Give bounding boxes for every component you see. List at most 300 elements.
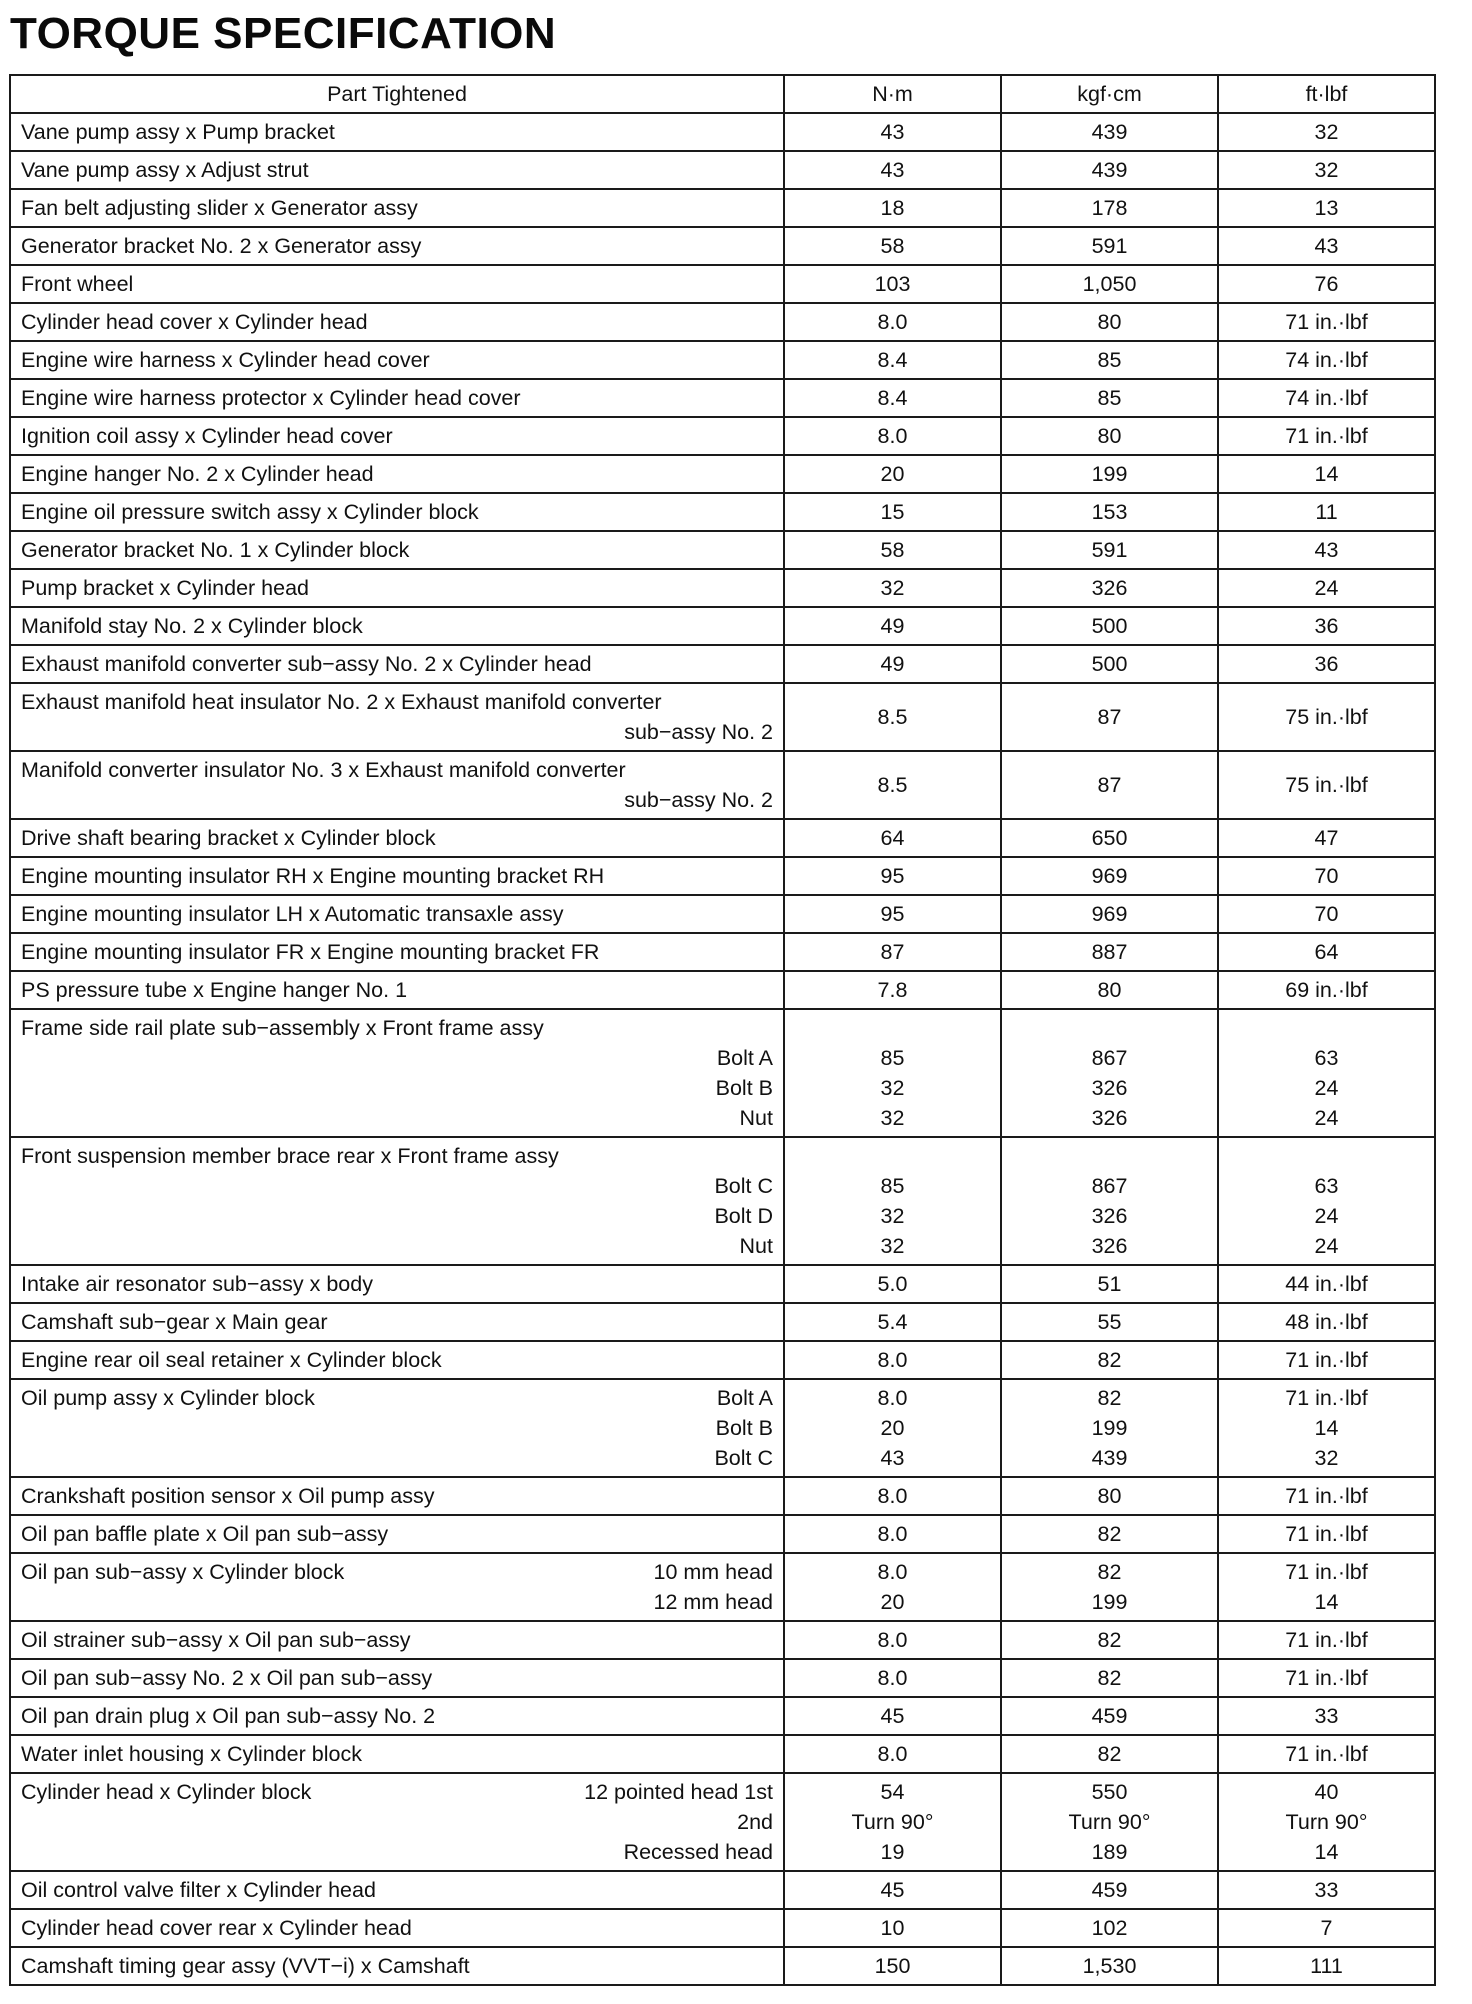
value-ftlbf-cell bbox=[1218, 1477, 1435, 1515]
value-kgfcm: 650 bbox=[1091, 826, 1128, 850]
value-nm: 43 bbox=[880, 1446, 905, 1470]
value-nm-cell bbox=[784, 1477, 1001, 1515]
value-nm: 8.5 bbox=[877, 705, 908, 729]
value-nm: 64 bbox=[880, 826, 905, 850]
value-kgfcm: 326 bbox=[1091, 1076, 1128, 1100]
part-name: Cylinder head cover x Cylinder head bbox=[21, 310, 368, 334]
table-row bbox=[10, 417, 1435, 455]
value-kgfcm-cell bbox=[1001, 645, 1218, 683]
part-line bbox=[21, 1383, 773, 1413]
part-cell bbox=[10, 569, 784, 607]
value-nm: 15 bbox=[880, 500, 905, 524]
value-nm-cell bbox=[784, 1553, 1001, 1621]
table-row bbox=[10, 1947, 1435, 1985]
value-nm: 8.0 bbox=[877, 1348, 908, 1372]
value-kgfcm-cell bbox=[1001, 417, 1218, 455]
value-ftlbf-cell bbox=[1218, 531, 1435, 569]
value-ftlbf-cell bbox=[1218, 265, 1435, 303]
part-qualifier: 2nd bbox=[737, 1810, 773, 1834]
value-kgfcm: 153 bbox=[1091, 500, 1128, 524]
value-nm-cell bbox=[784, 1621, 1001, 1659]
value-kgfcm: 85 bbox=[1097, 348, 1122, 372]
header-nm: N·m bbox=[784, 75, 1001, 113]
value-ftlbf-cell bbox=[1218, 751, 1435, 819]
value-kgfcm: 82 bbox=[1097, 1628, 1122, 1652]
part-cell bbox=[10, 933, 784, 971]
table-row bbox=[10, 1341, 1435, 1379]
table-row bbox=[10, 645, 1435, 683]
value-nm: Turn 90° bbox=[851, 1810, 934, 1834]
value-ftlbf-cell bbox=[1218, 303, 1435, 341]
value-ftlbf: 44 in.·lbf bbox=[1285, 1272, 1368, 1296]
part-cell bbox=[10, 895, 784, 933]
value-kgfcm: 87 bbox=[1097, 773, 1122, 797]
value-kgfcm-cell bbox=[1001, 895, 1218, 933]
value-nm-cell bbox=[784, 417, 1001, 455]
value-nm-cell bbox=[784, 1697, 1001, 1735]
value-nm: 58 bbox=[880, 538, 905, 562]
value-nm-cell bbox=[784, 645, 1001, 683]
value-kgfcm: 439 bbox=[1091, 120, 1128, 144]
value-nm: 8.0 bbox=[877, 310, 908, 334]
value-kgfcm: 969 bbox=[1091, 864, 1128, 888]
value-ftlbf: 11 bbox=[1315, 500, 1338, 524]
part-name: Oil strainer sub−assy x Oil pan sub−assy bbox=[21, 1628, 411, 1652]
table-row bbox=[10, 379, 1435, 417]
value-nm: 8.4 bbox=[877, 348, 908, 372]
part-name: Intake air resonator sub−assy x body bbox=[21, 1272, 373, 1296]
part-cell bbox=[10, 1697, 784, 1735]
part-cell bbox=[10, 751, 784, 819]
value-nm-cell bbox=[784, 1303, 1001, 1341]
part-name: Frame side rail plate sub−assembly x Front frame assy bbox=[21, 1016, 544, 1040]
value-kgfcm: 591 bbox=[1091, 538, 1128, 562]
value-nm: 103 bbox=[874, 272, 911, 296]
table-header-row bbox=[10, 75, 1435, 113]
part-cell bbox=[10, 1773, 784, 1871]
table-row bbox=[10, 227, 1435, 265]
table-row bbox=[10, 1265, 1435, 1303]
part-cell bbox=[10, 531, 784, 569]
value-ftlbf: 33 bbox=[1314, 1704, 1339, 1728]
part-name: Drive shaft bearing bracket x Cylinder block bbox=[21, 826, 436, 850]
value-nm: 8.0 bbox=[877, 1386, 908, 1410]
value-kgfcm: 199 bbox=[1091, 1416, 1128, 1440]
value-nm-cell bbox=[784, 1947, 1001, 1985]
value-nm-cell bbox=[784, 341, 1001, 379]
value-kgfcm: 550 bbox=[1091, 1780, 1128, 1804]
part-cell bbox=[10, 493, 784, 531]
value-nm-cell bbox=[784, 1773, 1001, 1871]
value-nm-cell bbox=[784, 379, 1001, 417]
value-ftlbf-cell bbox=[1218, 341, 1435, 379]
value-kgfcm: 1,050 bbox=[1082, 272, 1137, 296]
value-ftlbf: 24 bbox=[1314, 1076, 1339, 1100]
value-kgfcm-cell bbox=[1001, 933, 1218, 971]
value-ftlbf: 71 in.·lbf bbox=[1285, 1484, 1368, 1508]
value-ftlbf bbox=[1219, 1141, 1434, 1171]
value-nm-cell bbox=[784, 607, 1001, 645]
value-nm-cell bbox=[784, 531, 1001, 569]
value-ftlbf: 14 bbox=[1314, 1840, 1339, 1864]
value-kgfcm-cell bbox=[1001, 607, 1218, 645]
value-nm: 8.4 bbox=[877, 386, 908, 410]
value-nm: 8.5 bbox=[877, 773, 908, 797]
header-part-tightened: Part Tightened bbox=[10, 75, 784, 113]
value-kgfcm: 102 bbox=[1091, 1916, 1128, 1940]
value-ftlbf: 71 in.·lbf bbox=[1285, 1628, 1368, 1652]
table-row bbox=[10, 933, 1435, 971]
value-nm: 43 bbox=[880, 120, 905, 144]
value-nm: 32 bbox=[880, 1234, 905, 1258]
value-ftlbf-cell bbox=[1218, 113, 1435, 151]
part-name: Engine rear oil seal retainer x Cylinder block bbox=[21, 1348, 442, 1372]
part-cell bbox=[10, 971, 784, 1009]
value-nm: 32 bbox=[880, 1204, 905, 1228]
table-row bbox=[10, 151, 1435, 189]
value-nm-cell bbox=[784, 493, 1001, 531]
table-row bbox=[10, 1477, 1435, 1515]
part-name: Engine mounting insulator FR x Engine mounting bracket FR bbox=[21, 940, 600, 964]
value-kgfcm: 326 bbox=[1091, 1234, 1128, 1258]
part-cell bbox=[10, 1265, 784, 1303]
value-ftlbf-cell bbox=[1218, 151, 1435, 189]
value-ftlbf: 71 in.·lbf bbox=[1285, 310, 1368, 334]
value-kgfcm: 326 bbox=[1091, 1204, 1128, 1228]
value-ftlbf-cell bbox=[1218, 455, 1435, 493]
value-ftlbf: 71 in.·lbf bbox=[1285, 1742, 1368, 1766]
header-ftlbf: ft·lbf bbox=[1218, 75, 1435, 113]
part-name: Oil pan baffle plate x Oil pan sub−assy bbox=[21, 1522, 389, 1546]
value-kgfcm: 80 bbox=[1097, 424, 1122, 448]
value-kgfcm-cell bbox=[1001, 1659, 1218, 1697]
value-kgfcm: 887 bbox=[1091, 940, 1128, 964]
value-ftlbf: 111 bbox=[1310, 1954, 1343, 1978]
value-kgfcm-cell bbox=[1001, 569, 1218, 607]
part-qualifier: Bolt B bbox=[715, 1076, 773, 1100]
value-ftlbf-cell bbox=[1218, 1909, 1435, 1947]
value-nm: 20 bbox=[880, 462, 905, 486]
part-name: Vane pump assy x Adjust strut bbox=[21, 158, 309, 182]
table-row bbox=[10, 1871, 1435, 1909]
value-kgfcm: 82 bbox=[1097, 1386, 1122, 1410]
table-row bbox=[10, 303, 1435, 341]
value-ftlbf-cell bbox=[1218, 607, 1435, 645]
value-ftlbf-cell bbox=[1218, 569, 1435, 607]
part-cell bbox=[10, 1947, 784, 1985]
part-cell bbox=[10, 113, 784, 151]
value-ftlbf: 33 bbox=[1314, 1878, 1339, 1902]
part-cell bbox=[10, 1553, 784, 1621]
table-row bbox=[10, 1659, 1435, 1697]
part-qualifier: Bolt C bbox=[714, 1174, 773, 1198]
value-kgfcm: 326 bbox=[1091, 1106, 1128, 1130]
value-nm-cell bbox=[784, 857, 1001, 895]
value-ftlbf: 36 bbox=[1314, 652, 1339, 676]
value-ftlbf-cell bbox=[1218, 1379, 1435, 1477]
value-nm: 8.0 bbox=[877, 424, 908, 448]
table-row bbox=[10, 1515, 1435, 1553]
table-row bbox=[10, 607, 1435, 645]
value-kgfcm-cell bbox=[1001, 1341, 1218, 1379]
part-name: Front suspension member brace rear x Front frame assy bbox=[21, 1144, 559, 1168]
part-name: PS pressure tube x Engine hanger No. 1 bbox=[21, 978, 408, 1002]
value-ftlbf: 43 bbox=[1314, 538, 1339, 562]
value-kgfcm: 867 bbox=[1091, 1174, 1128, 1198]
table-row bbox=[10, 1909, 1435, 1947]
value-kgfcm: 867 bbox=[1091, 1046, 1128, 1070]
value-nm: 8.0 bbox=[877, 1560, 908, 1584]
table-row bbox=[10, 819, 1435, 857]
part-name: Generator bracket No. 2 x Generator assy bbox=[21, 234, 422, 258]
value-kgfcm-cell bbox=[1001, 113, 1218, 151]
part-name: Engine wire harness x Cylinder head cover bbox=[21, 348, 430, 372]
value-kgfcm-cell bbox=[1001, 341, 1218, 379]
part-cell bbox=[10, 1909, 784, 1947]
value-kgfcm: 189 bbox=[1091, 1840, 1128, 1864]
part-cell bbox=[10, 379, 784, 417]
value-kgfcm-cell bbox=[1001, 857, 1218, 895]
value-kgfcm-cell bbox=[1001, 227, 1218, 265]
value-kgfcm: 80 bbox=[1097, 1484, 1122, 1508]
value-ftlbf: 74 in.·lbf bbox=[1285, 386, 1368, 410]
part-name: Manifold converter insulator No. 3 x Exhaust manifold converter bbox=[21, 758, 626, 782]
part-name: Oil pan sub−assy x Cylinder block bbox=[21, 1560, 345, 1584]
value-nm-cell bbox=[784, 1137, 1001, 1265]
value-ftlbf: 69 in.·lbf bbox=[1285, 978, 1368, 1002]
value-nm-cell bbox=[784, 933, 1001, 971]
table-row bbox=[10, 1735, 1435, 1773]
part-qualifier: Nut bbox=[739, 1234, 773, 1258]
part-qualifier: 10 mm head bbox=[653, 1560, 773, 1584]
value-ftlbf-cell bbox=[1218, 1735, 1435, 1773]
value-kgfcm-cell bbox=[1001, 1553, 1218, 1621]
value-kgfcm-cell bbox=[1001, 189, 1218, 227]
value-ftlbf-cell bbox=[1218, 417, 1435, 455]
torque-spec-table bbox=[9, 74, 1436, 1986]
value-nm: 20 bbox=[880, 1416, 905, 1440]
value-kgfcm-cell bbox=[1001, 751, 1218, 819]
value-kgfcm-cell bbox=[1001, 1871, 1218, 1909]
value-ftlbf: 71 in.·lbf bbox=[1285, 1386, 1368, 1410]
value-ftlbf-cell bbox=[1218, 1659, 1435, 1697]
value-kgfcm: 459 bbox=[1091, 1704, 1128, 1728]
value-kgfcm-cell bbox=[1001, 455, 1218, 493]
value-ftlbf: 71 in.·lbf bbox=[1285, 1522, 1368, 1546]
value-nm-cell bbox=[784, 151, 1001, 189]
value-nm: 19 bbox=[880, 1840, 905, 1864]
value-nm: 49 bbox=[880, 652, 905, 676]
part-name: Oil pan sub−assy No. 2 x Oil pan sub−assy bbox=[21, 1666, 433, 1690]
value-nm: 7.8 bbox=[877, 978, 908, 1002]
value-nm-cell bbox=[784, 189, 1001, 227]
table-row bbox=[10, 493, 1435, 531]
value-ftlbf: 63 bbox=[1314, 1046, 1339, 1070]
value-ftlbf: 13 bbox=[1314, 196, 1339, 220]
table-row bbox=[10, 189, 1435, 227]
value-kgfcm: 459 bbox=[1091, 1878, 1128, 1902]
value-kgfcm-cell bbox=[1001, 1735, 1218, 1773]
part-name: Cylinder head cover rear x Cylinder head bbox=[21, 1916, 412, 1940]
value-kgfcm: 51 bbox=[1097, 1272, 1122, 1296]
part-qualifier: Bolt A bbox=[716, 1386, 773, 1410]
part-name: Cylinder head x Cylinder block bbox=[21, 1780, 312, 1804]
value-nm: 150 bbox=[874, 1954, 911, 1978]
value-ftlbf: 32 bbox=[1314, 158, 1339, 182]
page-title: TORQUE SPECIFICATION bbox=[10, 9, 557, 58]
part-qualifier: Nut bbox=[739, 1106, 773, 1130]
value-nm: 18 bbox=[880, 196, 905, 220]
header-kgfcm: kgf·cm bbox=[1001, 75, 1218, 113]
value-nm-cell bbox=[784, 1909, 1001, 1947]
value-ftlbf-cell bbox=[1218, 227, 1435, 265]
value-nm-cell bbox=[784, 895, 1001, 933]
part-cell bbox=[10, 265, 784, 303]
value-ftlbf-cell bbox=[1218, 1697, 1435, 1735]
part-cell bbox=[10, 227, 784, 265]
value-nm-cell bbox=[784, 751, 1001, 819]
value-ftlbf: 32 bbox=[1314, 120, 1339, 144]
value-nm: 85 bbox=[880, 1174, 905, 1198]
value-kgfcm: 1,530 bbox=[1082, 1954, 1137, 1978]
value-ftlbf: 24 bbox=[1314, 1234, 1339, 1258]
value-nm-cell bbox=[784, 1515, 1001, 1553]
part-name: Engine oil pressure switch assy x Cylinder block bbox=[21, 500, 479, 524]
part-name: Oil control valve filter x Cylinder head bbox=[21, 1878, 376, 1902]
part-cell bbox=[10, 341, 784, 379]
table-row bbox=[10, 1773, 1435, 1871]
value-ftlbf: 70 bbox=[1314, 902, 1339, 926]
value-nm-cell bbox=[784, 1871, 1001, 1909]
value-ftlbf: 63 bbox=[1314, 1174, 1339, 1198]
value-kgfcm: 82 bbox=[1097, 1348, 1122, 1372]
value-ftlbf-cell bbox=[1218, 1009, 1435, 1137]
value-kgfcm-cell bbox=[1001, 1515, 1218, 1553]
part-cell bbox=[10, 417, 784, 455]
value-kgfcm-cell bbox=[1001, 1265, 1218, 1303]
table-row bbox=[10, 857, 1435, 895]
value-kgfcm-cell bbox=[1001, 1379, 1218, 1477]
value-kgfcm: 439 bbox=[1091, 158, 1128, 182]
value-ftlbf: 71 in.·lbf bbox=[1285, 1666, 1368, 1690]
value-kgfcm-cell bbox=[1001, 1303, 1218, 1341]
value-ftlbf-cell bbox=[1218, 1303, 1435, 1341]
value-ftlbf-cell bbox=[1218, 1621, 1435, 1659]
part-cell bbox=[10, 303, 784, 341]
value-nm: 85 bbox=[880, 1046, 905, 1070]
value-kgfcm: 82 bbox=[1097, 1742, 1122, 1766]
value-ftlbf: 14 bbox=[1314, 1590, 1339, 1614]
value-ftlbf-cell bbox=[1218, 971, 1435, 1009]
value-nm: 8.0 bbox=[877, 1742, 908, 1766]
value-kgfcm: Turn 90° bbox=[1068, 1810, 1151, 1834]
value-kgfcm-cell bbox=[1001, 1697, 1218, 1735]
value-nm-cell bbox=[784, 1735, 1001, 1773]
value-ftlbf: 14 bbox=[1314, 462, 1339, 486]
value-ftlbf: 32 bbox=[1314, 1446, 1339, 1470]
part-qualifier: 12 mm head bbox=[653, 1590, 773, 1614]
part-qualifier: Recessed head bbox=[623, 1840, 773, 1864]
value-nm: 49 bbox=[880, 614, 905, 638]
value-kgfcm-cell bbox=[1001, 265, 1218, 303]
value-kgfcm: 326 bbox=[1091, 576, 1128, 600]
part-cell bbox=[10, 607, 784, 645]
value-nm: 45 bbox=[880, 1704, 905, 1728]
table-row bbox=[10, 1379, 1435, 1477]
value-ftlbf-cell bbox=[1218, 895, 1435, 933]
value-ftlbf: 71 in.·lbf bbox=[1285, 1348, 1368, 1372]
part-qualifier: Bolt A bbox=[716, 1046, 773, 1070]
table-body bbox=[10, 113, 1435, 1985]
value-ftlbf: 24 bbox=[1314, 576, 1339, 600]
part-qualifier: Bolt D bbox=[714, 1204, 773, 1228]
value-kgfcm: 82 bbox=[1097, 1560, 1122, 1584]
value-kgfcm: 82 bbox=[1097, 1666, 1122, 1690]
value-ftlbf-cell bbox=[1218, 819, 1435, 857]
value-kgfcm-cell bbox=[1001, 1009, 1218, 1137]
value-kgfcm-cell bbox=[1001, 151, 1218, 189]
value-ftlbf-cell bbox=[1218, 933, 1435, 971]
value-nm-cell bbox=[784, 683, 1001, 751]
value-ftlbf: 75 in.·lbf bbox=[1285, 773, 1368, 797]
value-ftlbf-cell bbox=[1218, 683, 1435, 751]
value-nm: 95 bbox=[880, 902, 905, 926]
part-name-continued: sub−assy No. 2 bbox=[624, 720, 773, 744]
value-nm-cell bbox=[784, 113, 1001, 151]
value-nm-cell bbox=[784, 303, 1001, 341]
table-row bbox=[10, 569, 1435, 607]
table-row bbox=[10, 1553, 1435, 1621]
value-kgfcm: 199 bbox=[1091, 462, 1128, 486]
part-name: Pump bracket x Cylinder head bbox=[21, 576, 310, 600]
value-ftlbf-cell bbox=[1218, 1773, 1435, 1871]
value-kgfcm bbox=[1002, 1013, 1217, 1043]
part-cell bbox=[10, 1477, 784, 1515]
value-nm-cell bbox=[784, 569, 1001, 607]
value-nm-cell bbox=[784, 455, 1001, 493]
part-cell bbox=[10, 1621, 784, 1659]
value-kgfcm-cell bbox=[1001, 1477, 1218, 1515]
value-ftlbf: 14 bbox=[1314, 1416, 1339, 1440]
value-kgfcm: 591 bbox=[1091, 234, 1128, 258]
table-row bbox=[10, 683, 1435, 751]
part-cell bbox=[10, 645, 784, 683]
value-ftlbf: 36 bbox=[1314, 614, 1339, 638]
value-kgfcm-cell bbox=[1001, 493, 1218, 531]
value-ftlbf-cell bbox=[1218, 1947, 1435, 1985]
value-ftlbf-cell bbox=[1218, 1341, 1435, 1379]
value-nm bbox=[785, 1013, 1000, 1043]
value-ftlbf: 47 bbox=[1314, 826, 1339, 850]
part-cell bbox=[10, 683, 784, 751]
value-ftlbf: 74 in.·lbf bbox=[1285, 348, 1368, 372]
value-ftlbf bbox=[1219, 1013, 1434, 1043]
part-cell bbox=[10, 151, 784, 189]
value-ftlbf: 70 bbox=[1314, 864, 1339, 888]
table-row bbox=[10, 455, 1435, 493]
value-nm: 5.0 bbox=[877, 1272, 908, 1296]
table-row bbox=[10, 1621, 1435, 1659]
value-kgfcm-cell bbox=[1001, 1621, 1218, 1659]
value-nm: 54 bbox=[880, 1780, 905, 1804]
value-ftlbf-cell bbox=[1218, 1871, 1435, 1909]
part-name-continued: sub−assy No. 2 bbox=[624, 788, 773, 812]
part-name: Exhaust manifold converter sub−assy No. 2 x Cylinder head bbox=[21, 652, 592, 676]
part-name: Oil pump assy x Cylinder block bbox=[21, 1386, 315, 1410]
table-row bbox=[10, 1137, 1435, 1265]
value-nm: 8.0 bbox=[877, 1522, 908, 1546]
value-kgfcm: 82 bbox=[1097, 1522, 1122, 1546]
